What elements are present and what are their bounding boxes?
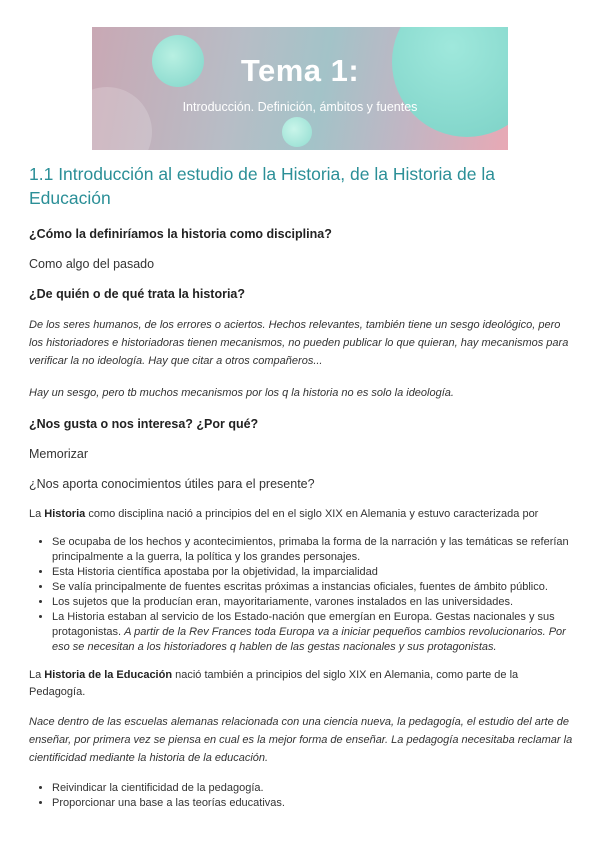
- list-item: • Reivindicar la cientificidad de la pedagogía.: [52, 781, 575, 796]
- list-item: [52, 595, 575, 610]
- decorative-circle: [92, 87, 152, 150]
- list-item: [52, 535, 575, 565]
- educacion-paragraph: Nace dentro de las escuelas alemanas relacionada con una ciencia nueva, la pedagogía, el estudio del arte de enseñar, por primera vez se piensa en cual es la mejor forma de enseñar. La pedagogía necesitaba reclamar la cientificidad mediante la historia de la educación.: [29, 716, 573, 764]
- keyword-historia: Historia: [44, 508, 86, 520]
- list-item: [52, 565, 575, 580]
- text-run: como disciplina nació a principios del en el siglo XIX en Alemania y estuvo caracterizada por: [85, 508, 539, 520]
- banner-subtitle: Introducción. Definición, ámbitos y fuentes: [182, 100, 418, 114]
- list-item: [52, 610, 575, 655]
- question-4: ¿Nos aporta conocimientos útiles para el presente?: [29, 477, 315, 491]
- list-item-text: Se valía principalmente de fuentes escritas próximas a instancias oficiales, fuentes de ámbito público.: [52, 581, 548, 593]
- list-item-text: Esta Historia científica apostaba por la objetividad, la imparcialidad: [52, 566, 378, 578]
- answer-3: Memorizar: [29, 447, 89, 461]
- list-item: • Proporcionar una base a las teorías educativas.: [52, 796, 575, 811]
- decorative-circle: [282, 117, 312, 147]
- section-heading: 1.1 Introducción al estudio de la Historia, de la Historia de la Educación: [29, 164, 495, 208]
- list-item-text: Los sujetos que la producían eran, mayoritariamente, varones instalados en las universidades.: [52, 596, 514, 608]
- document-body: [29, 162, 575, 823]
- educacion-goals-list: [29, 781, 575, 811]
- banner-title: Tema 1:: [240, 53, 360, 88]
- answer-2-note: Hay un sesgo, pero tb muchos mecanismos por los q la historia no es solo la ideología.: [29, 387, 454, 399]
- question-2: ¿De quién o de qué trata la historia?: [29, 287, 246, 301]
- historia-intro: [29, 506, 575, 523]
- title-banner: [92, 27, 508, 150]
- historia-characteristics-list: [29, 535, 575, 655]
- list-item-italic-text: A partir de la Rev Frances toda Europa va a iniciar pequeños cambios revolucionarios. Por eso se necesitan a los historiadores q hablen de las gestas nacionales y sus protagonistas.: [52, 626, 566, 653]
- keyword-historia-educacion: Historia de la Educación: [44, 669, 173, 681]
- question-1: ¿Cómo la definiríamos la historia como disciplina?: [29, 227, 332, 241]
- answer-1: Como algo del pasado: [29, 257, 155, 271]
- text-run: La: [29, 669, 45, 681]
- list-item: [52, 580, 575, 595]
- text-run: nació también a principios del siglo XIX en Alemania, como parte de la Pedagogía.: [29, 669, 519, 698]
- list-item-text: La Historia estaban al servicio de los Estado-nación que emergían en Europa. Gestas nacionales y sus protagonistas.: [52, 611, 555, 638]
- educacion-intro: [29, 667, 575, 701]
- question-3: ¿Nos gusta o nos interesa? ¿Por qué?: [29, 417, 259, 431]
- answer-2-paragraph: De los seres humanos, de los errores o aciertos. Hechos relevantes, también tiene un sesgo ideológico, pero los historiadores e historiadoras tienen mecanismos, no pueden publicar lo que quieran, hay mecanismos para verificar la no ideología. Hay que citar a otros compañeros...: [29, 319, 569, 367]
- list-item-text: Se ocupaba de los hechos y acontecimientos, primaba la forma de la narración y las temáticas se referían principalmente a la guerra, la política y los grandes personajes.: [52, 536, 569, 563]
- text-run: La: [29, 508, 45, 520]
